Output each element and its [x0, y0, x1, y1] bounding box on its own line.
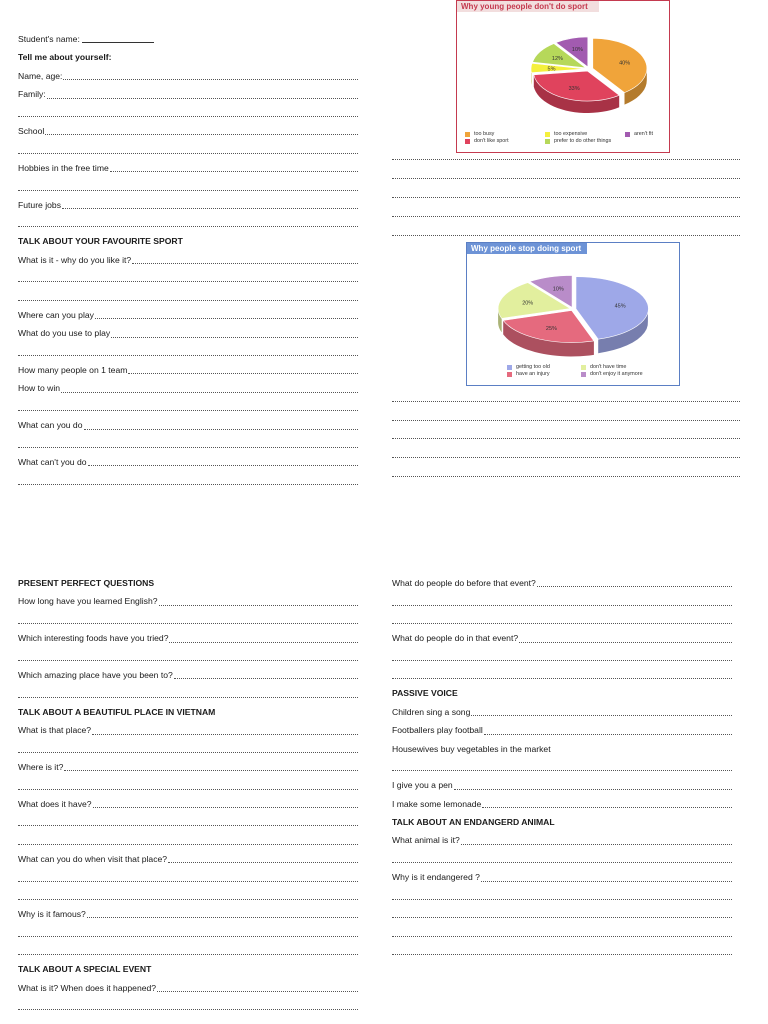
answer-line[interactable]	[392, 592, 732, 610]
legend-label: too expensive	[554, 131, 588, 137]
section-heading-text: TALK ABOUT A SPECIAL EVENT	[18, 964, 152, 975]
dotted-line[interactable]	[392, 769, 732, 771]
legend-item	[507, 364, 550, 370]
answer-line[interactable]	[392, 850, 732, 868]
legend-item	[581, 371, 643, 377]
answer-dotted-line[interactable]	[88, 464, 358, 466]
dotted-line[interactable]	[392, 622, 732, 624]
dotted-line[interactable]	[392, 898, 732, 900]
dotted-line[interactable]	[18, 152, 358, 154]
answer-dotted-line[interactable]	[110, 170, 358, 172]
question-row	[18, 159, 358, 177]
answer-line[interactable]	[18, 398, 358, 416]
question-row	[392, 703, 732, 721]
question-text: Which interesting foods have you tried?	[18, 633, 169, 644]
answer-line[interactable]	[392, 196, 740, 198]
pie-slice-label: 45%	[614, 303, 626, 310]
dotted-line[interactable]	[18, 898, 358, 900]
question-row	[18, 416, 358, 434]
pie-slice-label: 25%	[545, 326, 557, 333]
question-row	[18, 666, 358, 684]
question-row	[392, 831, 732, 849]
answer-line[interactable]	[18, 942, 358, 960]
answer-dotted-line[interactable]	[519, 641, 732, 643]
question-row	[18, 122, 358, 140]
answer-line[interactable]	[392, 437, 740, 439]
legend-label: don't enjoy it anymore	[590, 371, 643, 377]
answer-dotted-line[interactable]	[47, 97, 358, 99]
answer-line[interactable]	[18, 923, 358, 941]
question-row	[392, 868, 732, 886]
question-row	[18, 251, 358, 269]
legend-swatch	[465, 139, 470, 144]
answer-line[interactable]	[18, 776, 358, 794]
section-heading-text: TALK ABOUT A BEAUTIFUL PLACE IN VIETNAM	[18, 706, 216, 717]
answer-line[interactable]	[18, 343, 358, 361]
answer-dotted-line[interactable]	[93, 806, 358, 808]
left-bottom-column	[18, 574, 358, 1015]
legend-swatch	[581, 365, 586, 370]
question-row	[392, 795, 732, 813]
dotted-line[interactable]	[392, 604, 732, 606]
question-row	[18, 196, 358, 214]
answer-dotted-line[interactable]	[45, 133, 358, 135]
dotted-line[interactable]	[18, 843, 358, 845]
answer-dotted-line[interactable]	[481, 880, 732, 882]
answer-dotted-line[interactable]	[61, 391, 358, 393]
legend-label: too busy	[474, 131, 495, 137]
question-row	[392, 740, 732, 758]
legend-label: don't like sport	[474, 138, 509, 144]
question-row	[392, 629, 732, 647]
dotted-line[interactable]	[18, 788, 358, 790]
question-row	[18, 324, 358, 342]
question-row	[18, 905, 358, 923]
legend-item	[465, 131, 494, 137]
question-text: Why is it endangered ?	[392, 872, 480, 883]
legend-swatch	[625, 132, 630, 137]
dotted-line[interactable]	[18, 299, 358, 301]
question-row	[18, 979, 358, 997]
question-text: I give you a pen	[392, 780, 453, 791]
answer-line[interactable]	[392, 648, 732, 666]
answer-line[interactable]	[18, 997, 358, 1015]
dotted-line[interactable]	[18, 446, 358, 448]
answer-line[interactable]	[392, 942, 732, 960]
section-heading-text: TALK ABOUT AN ENDANGERD ANIMAL	[392, 817, 555, 828]
dotted-line[interactable]	[18, 354, 358, 356]
answer-line[interactable]	[392, 758, 732, 776]
pie-slice-label: 5%	[547, 66, 556, 73]
legend-swatch	[507, 365, 512, 370]
question-row	[18, 361, 358, 379]
answer-line[interactable]	[392, 234, 740, 236]
question-text: Housewives buy vegetables in the market	[392, 743, 551, 754]
legend-item	[545, 131, 587, 137]
answer-line[interactable]	[18, 611, 358, 629]
dotted-line[interactable]	[18, 1008, 358, 1010]
answer-line[interactable]	[392, 177, 740, 179]
question-row	[18, 592, 358, 610]
answer-dotted-line[interactable]	[95, 317, 358, 319]
pie-chart-2	[467, 243, 679, 385]
section-heading	[18, 48, 358, 66]
answer-line[interactable]	[18, 177, 358, 195]
answer-line[interactable]	[392, 666, 732, 684]
dotted-line[interactable]	[18, 824, 358, 826]
legend-item	[465, 138, 509, 144]
right-bottom-column	[392, 574, 732, 960]
question-row	[18, 67, 358, 85]
dotted-line[interactable]	[18, 622, 358, 624]
dotted-line[interactable]	[18, 225, 358, 227]
dotted-line[interactable]	[18, 280, 358, 282]
answer-line[interactable]	[18, 887, 358, 905]
question-text: I make some lemonade	[392, 798, 482, 809]
question-row	[18, 306, 358, 324]
pie-slice-label: 33%	[568, 86, 580, 93]
answer-line[interactable]	[392, 905, 732, 923]
legend-label: prefer to do other things	[554, 138, 612, 144]
section-heading	[18, 232, 358, 250]
legend-swatch	[545, 139, 550, 144]
section-heading	[18, 574, 358, 592]
legend-label: don't have time	[590, 364, 627, 370]
answer-dotted-line[interactable]	[132, 262, 358, 264]
answer-dotted-line[interactable]	[92, 733, 358, 735]
question-text: How long have you learned English?	[18, 596, 158, 607]
left-top-column	[18, 30, 358, 490]
question-text: What can't you do	[18, 456, 87, 467]
section-heading	[392, 813, 732, 831]
answer-line[interactable]	[18, 214, 358, 232]
answer-dotted-line[interactable]	[454, 788, 732, 790]
dotted-line[interactable]	[392, 659, 732, 661]
question-text: Family:	[18, 89, 46, 100]
dotted-line[interactable]	[18, 880, 358, 882]
question-text: What do people do in that event?	[392, 633, 519, 644]
dotted-line[interactable]	[18, 409, 358, 411]
question-row	[18, 453, 358, 471]
section-heading-text: PRESENT PERFECT QUESTIONS	[18, 577, 155, 588]
question-text: Future jobs	[18, 199, 61, 210]
answer-dotted-line[interactable]	[461, 843, 732, 845]
answer-line[interactable]	[392, 456, 740, 458]
chart-why-young-people-dont-do-sport	[456, 0, 670, 153]
question-text: Children sing a song	[392, 706, 471, 717]
question-row	[18, 85, 358, 103]
student-name-row	[18, 30, 358, 48]
pie-slice-label: 10%	[552, 286, 564, 293]
answer-line[interactable]	[18, 831, 358, 849]
question-row	[18, 721, 358, 739]
legend-swatch	[507, 372, 512, 377]
answer-line[interactable]	[392, 419, 740, 421]
answer-line[interactable]	[18, 684, 358, 702]
answer-dotted-line[interactable]	[111, 336, 358, 338]
answer-line[interactable]	[18, 269, 358, 287]
answer-dotted-line[interactable]	[159, 604, 358, 606]
dotted-line[interactable]	[392, 677, 732, 679]
answer-line[interactable]	[392, 923, 732, 941]
question-text: What do you use to play	[18, 328, 111, 339]
question-text: What is it - why do you like it?	[18, 254, 132, 265]
answer-dotted-line[interactable]	[471, 714, 732, 716]
section-heading-text: TALK ABOUT YOUR FAVOURITE SPORT	[18, 236, 183, 247]
answer-line[interactable]	[392, 611, 732, 629]
answer-line[interactable]	[18, 813, 358, 831]
answer-dotted-line[interactable]	[157, 990, 358, 992]
question-text: School	[18, 125, 45, 136]
answer-dotted-line[interactable]	[537, 585, 732, 587]
section-heading	[18, 960, 358, 978]
answer-dotted-line[interactable]	[87, 916, 358, 918]
section-heading-text: PASSIVE VOICE	[392, 688, 458, 699]
legend-swatch	[465, 132, 470, 137]
answer-dotted-line[interactable]	[84, 428, 359, 430]
pie-slice-label: 10%	[571, 47, 583, 54]
question-row	[18, 379, 358, 397]
question-text: What can you do when visit that place?	[18, 853, 168, 864]
answer-dotted-line[interactable]	[174, 677, 358, 679]
dotted-line[interactable]	[392, 935, 732, 937]
answer-dotted-line[interactable]	[169, 641, 358, 643]
question-text: Where can you play	[18, 309, 94, 320]
dotted-line[interactable]	[18, 483, 358, 485]
section-heading	[392, 684, 732, 702]
answer-line[interactable]	[18, 104, 358, 122]
question-row	[18, 758, 358, 776]
legend-label: getting too old	[516, 364, 550, 370]
dotted-line[interactable]	[18, 189, 358, 191]
question-row	[392, 776, 732, 794]
pie-slice-label: 20%	[522, 300, 534, 307]
question-text: Why is it famous?	[18, 909, 86, 920]
question-text: Where is it?	[18, 761, 64, 772]
question-text: What is it? When does it happened?	[18, 982, 157, 993]
legend-item	[625, 131, 653, 137]
question-text: What animal is it?	[392, 835, 460, 846]
chart-1-title: Why young people don't do sport	[457, 1, 599, 12]
answer-line[interactable]	[392, 400, 740, 402]
answer-line[interactable]	[18, 287, 358, 305]
dotted-line[interactable]	[18, 659, 358, 661]
question-text: What does it have?	[18, 798, 92, 809]
answer-line[interactable]	[392, 475, 740, 477]
legend-item	[545, 138, 611, 144]
answer-dotted-line[interactable]	[62, 207, 358, 209]
question-text: Footballers play football	[392, 725, 483, 736]
question-text: How many people on 1 team	[18, 365, 128, 376]
question-text: How to win	[18, 383, 61, 394]
answer-dotted-line[interactable]	[482, 806, 732, 808]
legend-item	[581, 364, 626, 370]
student-name-field[interactable]	[82, 41, 154, 43]
answer-line[interactable]	[18, 435, 358, 453]
question-row	[18, 850, 358, 868]
section-heading	[18, 703, 358, 721]
answer-dotted-line[interactable]	[64, 769, 358, 771]
dotted-line[interactable]	[18, 751, 358, 753]
question-row	[392, 721, 732, 739]
question-row	[18, 629, 358, 647]
question-text: Which amazing place have you been to?	[18, 669, 173, 680]
answer-line[interactable]	[18, 740, 358, 758]
answer-line[interactable]	[18, 868, 358, 886]
student-name-label: Student's name:	[18, 33, 80, 44]
question-row	[392, 574, 732, 592]
answer-line[interactable]	[392, 158, 740, 160]
dotted-line[interactable]	[392, 861, 732, 863]
chart-2-title: Why people stop doing sport	[467, 243, 587, 254]
answer-line[interactable]	[18, 648, 358, 666]
pie-slice-label: 12%	[551, 55, 563, 62]
question-text: What is that place?	[18, 725, 92, 736]
dotted-line[interactable]	[18, 115, 358, 117]
question-text: Name, age:	[18, 70, 63, 81]
legend-swatch	[545, 132, 550, 137]
dotted-line[interactable]	[392, 916, 732, 918]
answer-dotted-line[interactable]	[63, 78, 358, 80]
question-text: What can you do	[18, 420, 83, 431]
legend-label: aren't fit	[634, 131, 654, 137]
answer-line[interactable]	[18, 471, 358, 489]
chart-why-people-stop-doing-sport	[466, 242, 680, 386]
dotted-line[interactable]	[18, 953, 358, 955]
question-text: Hobbies in the free time	[18, 162, 109, 173]
legend-item	[507, 371, 550, 377]
section-heading-text: Tell me about yourself:	[18, 52, 112, 63]
answer-line[interactable]	[392, 887, 732, 905]
answer-line[interactable]	[18, 140, 358, 158]
dotted-line[interactable]	[18, 935, 358, 937]
dotted-line[interactable]	[18, 696, 358, 698]
legend-swatch	[581, 372, 586, 377]
dotted-line[interactable]	[392, 953, 732, 955]
question-text: What do people do before that event?	[392, 577, 536, 588]
pie-slice-label: 40%	[619, 60, 631, 67]
answer-dotted-line[interactable]	[168, 861, 358, 863]
answer-dotted-line[interactable]	[128, 372, 358, 374]
legend-label: have an injury	[516, 371, 550, 377]
pie-chart-1	[457, 1, 669, 152]
answer-line[interactable]	[392, 215, 740, 217]
question-row	[18, 795, 358, 813]
answer-dotted-line[interactable]	[484, 733, 732, 735]
